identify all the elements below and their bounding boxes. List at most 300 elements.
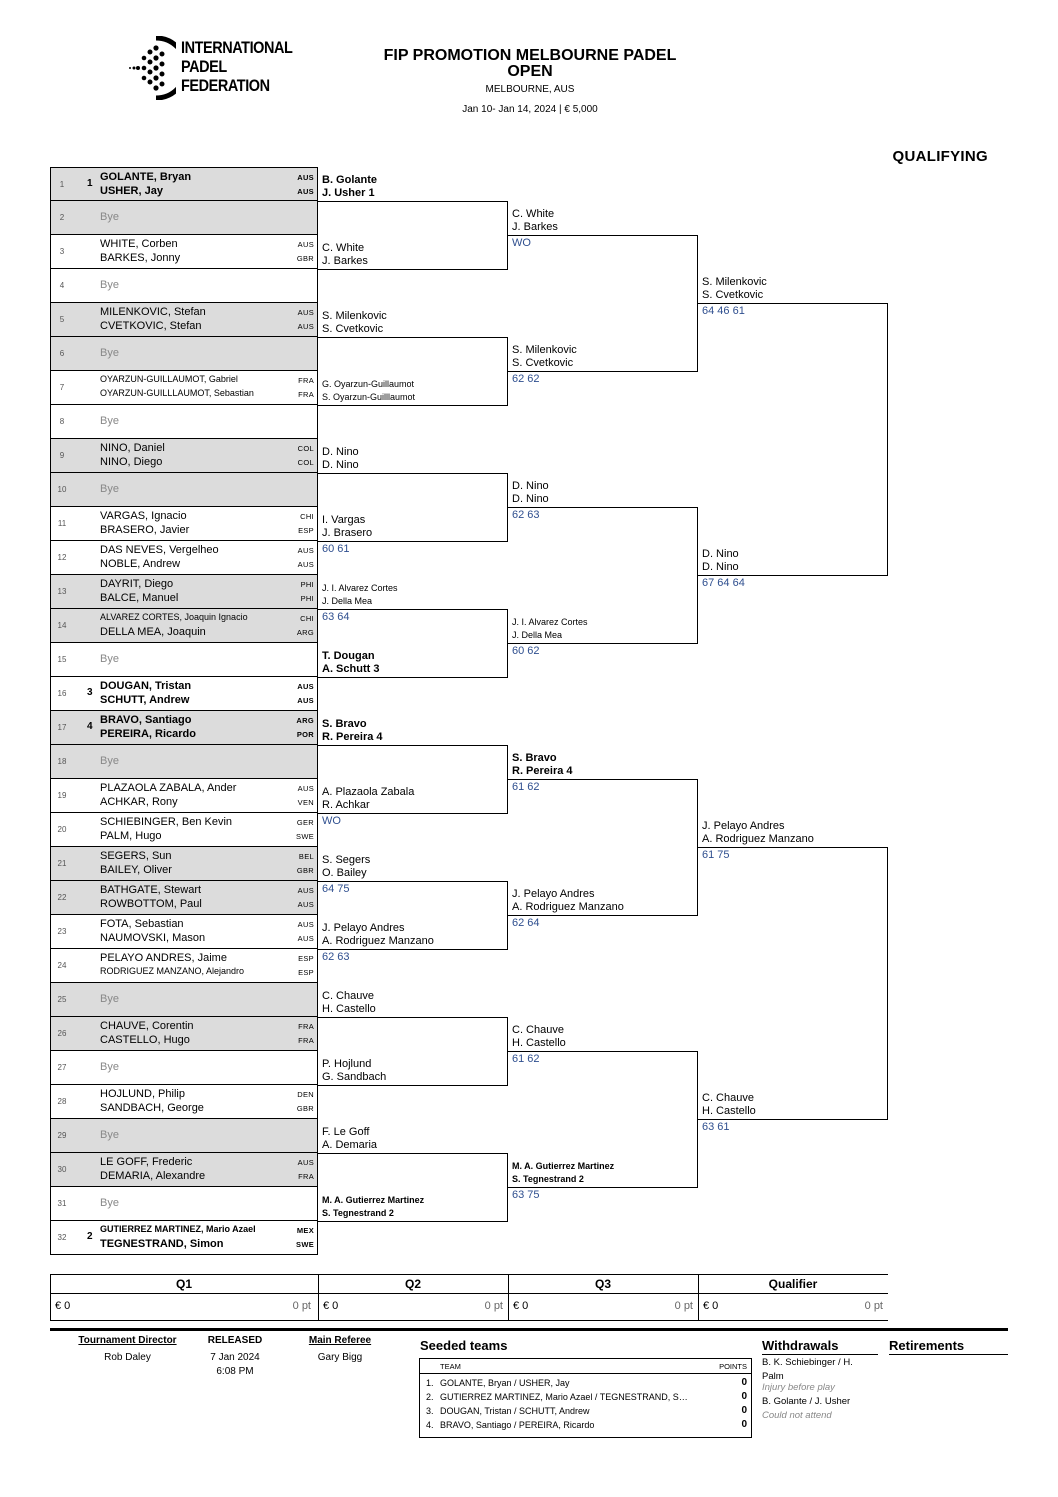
winner-name: H. Castello	[512, 1037, 566, 1049]
draw-slot	[50, 473, 318, 507]
winner-name: M. A. Gutierrez Martinez	[322, 1195, 425, 1205]
match-score: 62 62	[512, 373, 540, 385]
winner-name: D. Nino	[702, 561, 739, 573]
draw-slot	[50, 405, 318, 439]
player-name: CVETKOVIC, Stefan	[100, 320, 202, 332]
draw-slot	[50, 1153, 318, 1187]
draw-position: 22	[57, 893, 67, 902]
player-country: AUS	[297, 240, 314, 249]
player-name: NAUMOVSKI, Mason	[100, 932, 206, 944]
player-name: GUTIERREZ MARTINEZ, Mario Azael	[100, 1224, 256, 1234]
player-country: AUS	[297, 308, 314, 317]
winner-name: D. Nino	[322, 446, 359, 458]
player-name: ACHKAR, Rony	[100, 796, 178, 808]
seed-number: 2	[87, 1231, 93, 1242]
player-name: BARKES, Jonny	[100, 252, 181, 264]
withdrawals-title: Withdrawals	[762, 1338, 839, 1353]
player-name: BAILEY, Oliver	[100, 864, 172, 876]
draw-position: 1	[59, 180, 65, 189]
winner-name: J. Barkes	[322, 255, 368, 267]
bracket-connector	[887, 303, 888, 575]
bye-label: Bye	[100, 755, 119, 767]
seeded-header-line	[420, 1373, 751, 1374]
director-label: Tournament Director	[78, 1335, 177, 1346]
table-mid-line	[50, 1293, 888, 1294]
draw-position: 29	[57, 1131, 67, 1140]
round-points: 0 pt	[864, 1300, 883, 1312]
player-name: CHAUVE, Corentin	[100, 1020, 194, 1032]
draw-slot	[50, 201, 318, 235]
match-score: 64 75	[322, 883, 350, 895]
winner-line	[508, 1051, 698, 1052]
referee-label: Main Referee	[308, 1335, 372, 1346]
draw-slot	[50, 337, 318, 371]
player-name: DOUGAN, Tristan	[100, 680, 192, 692]
round-points: 0 pt	[674, 1300, 693, 1312]
winner-line	[698, 303, 888, 304]
draw-position: 17	[57, 723, 67, 732]
winner-name: J. Pelayo Andres	[322, 922, 405, 934]
winner-name: S. Milenkovic	[322, 310, 387, 322]
winner-name: S. Milenkovic	[702, 276, 767, 288]
seed-number: 1	[87, 178, 93, 189]
player-name: PLAZAOLA ZABALA, Ander	[100, 782, 237, 794]
winner-name: J. Della Mea	[322, 596, 373, 606]
match-score: 63 75	[512, 1189, 540, 1201]
match-score: 61 62	[512, 781, 540, 793]
player-country: PHI	[300, 594, 314, 603]
player-country: AUS	[297, 173, 314, 182]
round-prize-money: € 0	[513, 1300, 529, 1312]
winner-name: A. Schutt 3	[322, 663, 380, 675]
player-country: AUS	[297, 1158, 314, 1167]
draw-position: 19	[57, 791, 67, 800]
draw-slot	[50, 371, 318, 405]
round-prize-money: € 0	[323, 1300, 339, 1312]
winner-name: D. Nino	[322, 459, 359, 471]
draw-slot	[50, 813, 318, 847]
draw-slot	[50, 167, 318, 201]
draw-type: QUALIFYING	[892, 148, 988, 165]
player-name: HOJLUND, Philip	[100, 1088, 185, 1100]
winner-line	[318, 1221, 508, 1222]
draw-slot	[50, 1017, 318, 1051]
winner-name: D. Nino	[512, 493, 549, 505]
winner-line	[318, 405, 508, 406]
winner-line	[318, 337, 508, 338]
winner-name: S. Tegnestrand 2	[512, 1174, 584, 1184]
player-country: VEN	[297, 798, 314, 807]
player-country: AUS	[297, 900, 314, 909]
player-name: SEGERS, Sun	[100, 850, 172, 862]
draw-slot	[50, 1221, 318, 1255]
player-country: AUS	[297, 784, 314, 793]
player-name: DAS NEVES, Vergelheo	[100, 544, 219, 556]
seed-rank: 4.	[426, 1420, 434, 1430]
draw-slot	[50, 303, 318, 337]
player-country: PHI	[300, 580, 314, 589]
winner-name: D. Nino	[702, 548, 739, 560]
draw-slot	[50, 915, 318, 949]
match-score: 67 64 64	[702, 577, 745, 589]
match-score: WO	[512, 237, 531, 249]
winner-name: S. Cvetkovic	[702, 289, 764, 301]
bye-label: Bye	[100, 1129, 119, 1141]
player-name: SANDBACH, George	[100, 1102, 204, 1114]
winner-name: I. Vargas	[322, 514, 366, 526]
player-name: DEMARIA, Alexandre	[100, 1170, 206, 1182]
winner-line	[318, 1085, 508, 1086]
draw-position: 3	[59, 247, 65, 256]
winner-line	[318, 745, 508, 746]
tournament-dates: Jan 10- Jan 14, 2024 | € 5,000	[462, 104, 598, 115]
player-country: SWE	[296, 832, 314, 841]
bye-label: Bye	[100, 415, 119, 427]
player-name: RODRIGUEZ MANZANO, Alejandro	[100, 966, 245, 976]
player-country: AUS	[297, 187, 314, 196]
draw-position: 30	[57, 1165, 67, 1174]
tournament-title-line-2: OPEN	[507, 63, 553, 80]
seed-rank: 3.	[426, 1406, 434, 1416]
player-name: LE GOFF, Frederic	[100, 1156, 193, 1168]
bye-label: Bye	[100, 211, 119, 223]
winner-line	[318, 609, 508, 610]
draw-position: 8	[59, 417, 65, 426]
seeded-team-name: GUTIERREZ MARTINEZ, Mario Azael / TEGNESTRAND, S…	[440, 1392, 688, 1402]
draw-slot	[50, 439, 318, 473]
round-label: Q2	[404, 1277, 421, 1291]
winner-name: S. Segers	[322, 854, 371, 866]
winner-name: S. Bravo	[512, 752, 557, 764]
player-name: SCHIEBINGER, Ben Kevin	[100, 816, 233, 828]
draw-slot	[50, 779, 318, 813]
player-country: ARG	[296, 716, 314, 725]
bye-label: Bye	[100, 483, 119, 495]
player-name: OYARZUN-GUILLAUMOT, Gabriel	[100, 374, 238, 384]
winner-line	[318, 813, 508, 814]
winner-name: C. Chauve	[322, 990, 374, 1002]
tournament-title-line-1: FIP PROMOTION MELBOURNE PADEL	[383, 47, 677, 64]
fip-logo	[126, 36, 291, 100]
player-name: DELLA MEA, Joaquin	[100, 626, 206, 638]
player-name: BRAVO, Santiago	[100, 714, 192, 726]
seeded-team-points: 0	[741, 1391, 747, 1402]
draw-slot	[50, 235, 318, 269]
seeded-team-name: GOLANTE, Bryan / USHER, Jay	[440, 1378, 570, 1388]
seeded-team-name: BRAVO, Santiago / PEREIRA, Ricardo	[440, 1420, 595, 1430]
fip-logo-mark	[126, 36, 176, 100]
player-name: PALM, Hugo	[100, 830, 162, 842]
player-name: BALCE, Manuel	[100, 592, 179, 604]
player-name: WHITE, Corben	[100, 238, 178, 250]
seeded-col-team: TEAM	[440, 1362, 461, 1371]
winner-name: J. I. Alvarez Cortes	[512, 617, 588, 627]
withdrawal-name: B. Golante / J. Usher	[762, 1396, 851, 1407]
footer-divider	[50, 1328, 1008, 1331]
player-name: VARGAS, Ignacio	[100, 510, 187, 522]
draw-slot	[50, 1119, 318, 1153]
winner-name: R. Pereira 4	[322, 731, 383, 743]
player-country: GBR	[296, 254, 314, 263]
tournament-location: MELBOURNE, AUS	[485, 84, 575, 95]
player-country: AUS	[297, 682, 314, 691]
seed-number: 4	[87, 721, 93, 732]
player-country: ARG	[296, 628, 314, 637]
draw-slot	[50, 609, 318, 643]
player-country: SWE	[296, 1240, 314, 1249]
winner-name: A. Rodriguez Manzano	[702, 833, 814, 845]
winner-name: J. Brasero	[322, 527, 373, 539]
winner-name: P. Hojlund	[322, 1058, 372, 1070]
winner-line	[698, 847, 888, 848]
winner-line	[318, 269, 508, 270]
winner-line	[318, 1153, 508, 1154]
winner-line	[508, 235, 698, 236]
winner-line	[508, 915, 698, 916]
withdrawals-underline	[762, 1354, 878, 1355]
match-score: 60 61	[322, 543, 350, 555]
winner-name: J. Della Mea	[512, 630, 563, 640]
player-country: FRA	[298, 1022, 314, 1031]
winner-line	[318, 949, 508, 950]
player-country: BEL	[298, 852, 314, 861]
round-prize-money: € 0	[55, 1300, 71, 1312]
draw-position: 32	[57, 1233, 67, 1242]
winner-name: G. Sandbach	[322, 1071, 387, 1083]
player-country: FRA	[298, 1172, 314, 1181]
bye-label: Bye	[100, 1197, 119, 1209]
player-country: GER	[296, 818, 314, 827]
round-label: Q3	[594, 1277, 611, 1291]
winner-name: S. Cvetkovic	[512, 357, 574, 369]
seeded-team-row	[424, 1390, 751, 1404]
winner-name: A. Rodriguez Manzano	[512, 901, 624, 913]
draw-position: 20	[57, 825, 67, 834]
winner-name: A. Plazaola Zabala	[322, 786, 415, 798]
seeded-team-name: DOUGAN, Tristan / SCHUTT, Andrew	[440, 1406, 590, 1416]
player-country: FRA	[298, 376, 314, 385]
winner-line	[508, 779, 698, 780]
winner-line	[318, 881, 508, 882]
winner-name: D. Nino	[512, 480, 549, 492]
winner-line	[508, 507, 698, 508]
winner-name: J. Barkes	[512, 221, 558, 233]
match-score: 64 46 61	[702, 305, 745, 317]
player-name: CASTELLO, Hugo	[100, 1034, 190, 1046]
draw-slot	[50, 1187, 318, 1221]
winner-name: F. Le Goff	[322, 1126, 370, 1138]
draw-slot	[50, 711, 318, 745]
table-top-line	[50, 1274, 888, 1275]
released-time: 6:08 PM	[216, 1366, 254, 1377]
draw-position: 12	[57, 553, 67, 562]
player-country: AUS	[297, 886, 314, 895]
player-country: AUS	[297, 934, 314, 943]
player-name: NINO, Daniel	[100, 442, 165, 454]
match-score: 60 62	[512, 645, 540, 657]
logo-line-1: INTERNATIONAL	[181, 38, 293, 57]
logo-line-2: PADEL	[181, 57, 227, 76]
draw-slot	[50, 575, 318, 609]
winner-name: C. White	[512, 208, 555, 220]
winner-name: B. Golante	[322, 174, 378, 186]
retirements-title: Retirements	[889, 1338, 965, 1353]
round-prize-money: € 0	[703, 1300, 719, 1312]
bracket-connector	[887, 847, 888, 1119]
player-country: ESP	[298, 968, 314, 977]
draw-slot	[50, 983, 318, 1017]
winner-name: S. Bravo	[322, 718, 367, 730]
player-country: GBR	[296, 866, 314, 875]
seeded-team-points: 0	[741, 1419, 747, 1430]
round-label: Qualifier	[768, 1277, 818, 1291]
winner-name: J. Pelayo Andres	[702, 820, 785, 832]
seeded-teams-title: Seeded teams	[420, 1338, 508, 1353]
winner-line	[508, 1187, 698, 1188]
seeded-team-row	[424, 1418, 751, 1432]
player-country: COL	[297, 458, 314, 467]
draw-position: 23	[57, 927, 67, 936]
table-bottom-line	[50, 1320, 888, 1321]
player-country: FRA	[298, 390, 314, 399]
player-country: ESP	[298, 954, 314, 963]
draw-slot	[50, 949, 318, 983]
bye-label: Bye	[100, 279, 119, 291]
winner-name: S. Cvetkovic	[322, 323, 384, 335]
player-name: GOLANTE, Bryan	[100, 171, 192, 183]
draw-position: 2	[59, 213, 65, 222]
seed-number: 3	[87, 687, 93, 698]
winner-name: R. Achkar	[322, 799, 370, 811]
draw-slot	[50, 1085, 318, 1119]
draw-slot	[50, 1051, 318, 1085]
player-country: AUS	[297, 322, 314, 331]
winner-line	[508, 371, 698, 372]
winner-line	[318, 677, 508, 678]
draw-slot	[50, 847, 318, 881]
round-points: 0 pt	[292, 1300, 311, 1312]
withdrawal-reason: Could not attend	[762, 1410, 832, 1421]
draw-position: 26	[57, 1029, 67, 1038]
player-country: POR	[296, 730, 314, 739]
winner-name: M. A. Gutierrez Martinez	[512, 1161, 615, 1171]
draw-position: 24	[57, 961, 67, 970]
player-name: ROWBOTTOM, Paul	[100, 898, 202, 910]
player-country: CHI	[300, 512, 314, 521]
player-name: PEREIRA, Ricardo	[100, 728, 196, 740]
director-name: Rob Daley	[104, 1352, 151, 1363]
draw-position: 7	[59, 383, 65, 392]
winner-line	[318, 541, 508, 542]
seeded-team-points: 0	[741, 1405, 747, 1416]
draw-position: 25	[57, 995, 67, 1004]
draw-slot	[50, 881, 318, 915]
draw-slot	[50, 677, 318, 711]
winner-name: J. Pelayo Andres	[512, 888, 595, 900]
player-country: CHI	[300, 614, 314, 623]
retirements-underline	[889, 1354, 1008, 1355]
bye-label: Bye	[100, 347, 119, 359]
referee-name: Gary Bigg	[317, 1352, 363, 1363]
draw-slot	[50, 541, 318, 575]
match-score: WO	[322, 815, 341, 827]
winner-name: A. Demaria	[322, 1139, 378, 1151]
winner-name: C. White	[322, 242, 365, 254]
player-country: GBR	[296, 1104, 314, 1113]
draw-position: 27	[57, 1063, 67, 1072]
match-score: 61 75	[702, 849, 730, 861]
winner-line	[508, 643, 698, 644]
match-score: 62 63	[512, 509, 540, 521]
draw-position: 21	[57, 859, 67, 868]
player-country: AUS	[297, 920, 314, 929]
seeded-team-row	[424, 1376, 751, 1390]
player-name: OYARZUN-GUILLLAUMOT, Sebastian	[100, 388, 254, 398]
player-name: NINO, Diego	[100, 456, 163, 468]
player-country: ESP	[298, 526, 314, 535]
draw-position: 4	[59, 281, 65, 290]
match-score: 62 64	[512, 917, 540, 929]
seeded-team-row	[424, 1404, 751, 1418]
winner-name: C. Chauve	[702, 1092, 754, 1104]
draw-position: 14	[57, 621, 67, 630]
player-name: USHER, Jay	[100, 185, 163, 197]
seeded-col-points: POINTS	[719, 1362, 747, 1371]
winner-name: A. Rodriguez Manzano	[322, 935, 434, 947]
logo-line-3: FEDERATION	[181, 76, 270, 95]
draw-position: 28	[57, 1097, 67, 1106]
draw-slot	[50, 745, 318, 779]
winner-line	[318, 473, 508, 474]
draw-position: 11	[57, 519, 67, 528]
winner-name: T. Dougan	[322, 650, 375, 662]
player-country: AUS	[297, 546, 314, 555]
draw-position: 16	[57, 689, 67, 698]
bye-label: Bye	[100, 1061, 119, 1073]
player-country: MEX	[296, 1226, 314, 1235]
winner-name: R. Pereira 4	[512, 765, 573, 777]
match-score: 62 63	[322, 951, 350, 963]
player-name: DAYRIT, Diego	[100, 578, 174, 590]
player-country: DEN	[297, 1090, 314, 1099]
winner-name: H. Castello	[322, 1003, 376, 1015]
match-score: 61 62	[512, 1053, 540, 1065]
player-name: NOBLE, Andrew	[100, 558, 181, 570]
player-country: AUS	[297, 696, 314, 705]
player-country: COL	[297, 444, 314, 453]
draw-position: 13	[57, 587, 67, 596]
withdrawal-name: B. K. Schiebinger / H. Palm	[762, 1357, 853, 1382]
draw-position: 9	[59, 451, 65, 460]
round-label: Q1	[175, 1277, 192, 1291]
winner-name: S. Oyarzun-Guilllaumot	[322, 392, 416, 402]
winner-name: S. Milenkovic	[512, 344, 577, 356]
player-name: BRASERO, Javier	[100, 524, 190, 536]
winner-name: J. I. Alvarez Cortes	[322, 583, 398, 593]
winner-line	[318, 201, 508, 202]
player-name: BATHGATE, Stewart	[100, 884, 202, 896]
seeded-team-points: 0	[741, 1377, 747, 1388]
draw-slot	[50, 269, 318, 303]
draw-slot	[50, 643, 318, 677]
player-name: SCHUTT, Andrew	[100, 694, 190, 706]
winner-name: J. Usher 1	[322, 187, 375, 199]
player-name: FOTA, Sebastian	[100, 918, 184, 930]
player-country: AUS	[297, 560, 314, 569]
match-score: 63 61	[702, 1121, 730, 1133]
draw-position: 15	[57, 655, 67, 664]
round-points: 0 pt	[484, 1300, 503, 1312]
